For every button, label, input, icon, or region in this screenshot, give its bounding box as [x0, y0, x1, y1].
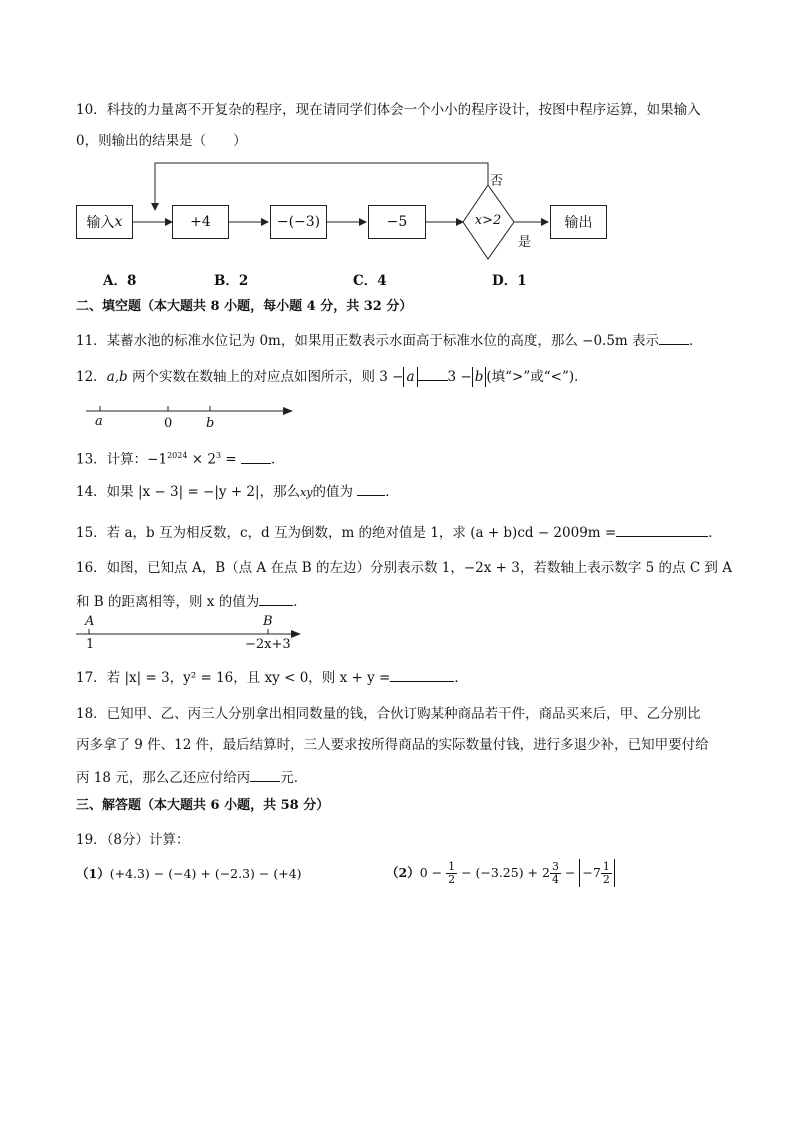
- question-16-line1: 16．如图，已知点 A，B（点 A 在点 B 的左边）分别表示数 1，−2x + 3，若数轴上表示数字 5 的点 C 到 A: [76, 560, 732, 576]
- question-12-vars: a,b: [106, 369, 128, 385]
- question-13-end: ．: [270, 451, 285, 468]
- fraction-seven-half: [601, 861, 612, 886]
- question-12: [76, 366, 588, 387]
- axis-label-one: 1: [86, 637, 95, 652]
- question-11-end: ．: [689, 333, 703, 349]
- axis-label-expr: −2x+3: [245, 637, 291, 652]
- answer-blank-16[interactable]: [259, 591, 293, 606]
- question-16-end: ．: [293, 594, 307, 610]
- question-10-line2: 0，则输出的结果是（ ）: [76, 133, 247, 149]
- axis-label-A: A: [85, 614, 95, 629]
- answer-blank-17[interactable]: [390, 667, 454, 682]
- minus-five-box: −5: [368, 205, 426, 239]
- option-d: D．1: [492, 273, 527, 289]
- question-18-text: 丙 18 元，那么乙还应付给丙: [76, 770, 251, 786]
- question-14-var: xy: [300, 486, 313, 499]
- minus-neg-three-box: −(−3): [270, 205, 327, 239]
- flowchart-connectors: [0, 0, 794, 300]
- option-a: A．8: [103, 273, 137, 289]
- answer-blank-15[interactable]: [616, 522, 708, 537]
- question-13-equals: =: [221, 451, 241, 468]
- abs-b-var: b: [474, 369, 484, 385]
- fraction-2-denominator: 4: [551, 873, 559, 886]
- question-16-line2: [76, 591, 307, 612]
- part-2-text-c: −: [564, 865, 576, 880]
- question-18-line1: 18．已知甲、乙、丙三人分别拿出相同数量的钱，合伙订购某种商品若干件，商品买来后，甲、乙分别比: [76, 706, 701, 722]
- question-12-number: 12．: [76, 369, 107, 385]
- question-18-line3: [76, 767, 307, 788]
- question-12-end: (填“>”或“<”)．: [486, 369, 588, 385]
- part-2-text-d: −7: [582, 865, 601, 880]
- section-2-title: 二、填空题（本大题共 8 小题，每小题 4 分，共 32 分）: [76, 299, 413, 314]
- answer-blank-13[interactable]: [241, 449, 271, 464]
- question-17-end: ．: [454, 670, 468, 686]
- question-18-end: 元．: [280, 770, 308, 786]
- question-12-text-2: 3 −: [447, 369, 472, 385]
- input-box-label: 输入: [86, 215, 115, 231]
- question-19-part1: [76, 864, 302, 884]
- exponent-3: 3: [215, 451, 222, 460]
- plus-four-box: +4: [172, 205, 229, 239]
- question-19-title: 19．（8分）计算：: [76, 832, 190, 848]
- output-box: 输出: [550, 205, 607, 239]
- question-18-line2: 丙多拿了 9 件、12 件，最后结算时，三人要求按所得商品的实际数量付钱，进行多退少补，已知甲要付给: [76, 737, 709, 753]
- part-2-text-b: − (−3.25) + 2: [461, 865, 550, 880]
- question-17-text: 17．若 |x| = 3，y² = 16，且 xy < 0，则 x + y =: [76, 670, 391, 686]
- question-17: [76, 667, 468, 688]
- question-13-times: × 2: [187, 451, 216, 468]
- input-box-var: x: [114, 214, 123, 230]
- question-11: [76, 330, 703, 351]
- fraction-one-half: [446, 861, 457, 886]
- question-10-line1: 10．科技的力量离不开复杂的程序，现在请同学们体会一个小小的程序设计，按图中程序运算，如果输入: [76, 102, 701, 118]
- question-13: [76, 446, 284, 470]
- fraction-3-numerator: 1: [602, 860, 610, 873]
- fraction-2-numerator: 3: [551, 860, 559, 873]
- question-14-text: 14．如果 |x − 3| = −|y + 2|，那么: [76, 484, 301, 500]
- abs-neg-seven-half: [579, 859, 614, 887]
- part-1-expression: (+4.3) − (−4) + (−2.3) − (+4): [109, 866, 302, 881]
- question-14-end: ．: [385, 484, 399, 500]
- question-14: [76, 481, 399, 503]
- condition-label: x>2: [474, 213, 502, 228]
- part-1-label: （1）: [76, 866, 110, 881]
- question-15: [76, 522, 722, 543]
- abs-a-var: a: [406, 369, 415, 385]
- part-2-label: （2）: [386, 865, 420, 880]
- exponent-2024: 2024: [167, 451, 188, 460]
- question-12-text: 两个实数在数轴上的对应点如图所示，则 3 −: [127, 369, 404, 385]
- question-11-text: 11．某蓄水池的标准水位记为 0m，如果用正数表示水面高于标准水位的高度，那么 −0.5m 表示: [76, 333, 660, 349]
- question-13-text: 13．计算：−1: [76, 451, 168, 468]
- section-3-title: 三、解答题（本大题共 6 小题，共 58 分）: [76, 798, 330, 813]
- number-line-12: [0, 395, 320, 435]
- axis-label-b: b: [206, 416, 215, 431]
- question-15-end: ．: [708, 525, 722, 541]
- abs-b: [472, 367, 487, 387]
- question-14-text-2: 的值为: [312, 484, 353, 500]
- input-box: [76, 205, 133, 239]
- answer-blank-18[interactable]: [250, 767, 280, 782]
- fraction-3-denominator: 2: [602, 873, 610, 886]
- part-2-text-a: 0 −: [419, 865, 443, 880]
- question-19-part2: [386, 858, 615, 888]
- option-b: B．2: [214, 273, 249, 289]
- fraction-three-quarters: [550, 861, 561, 886]
- yes-label: 是: [518, 235, 532, 250]
- answer-blank-14[interactable]: [357, 481, 385, 496]
- answer-blank-11[interactable]: [659, 330, 689, 345]
- option-c: C．4: [353, 273, 387, 289]
- question-16-text: 和 B 的距离相等，则 x 的值为: [76, 594, 260, 610]
- fraction-1-denominator: 2: [448, 873, 456, 886]
- abs-a: [403, 367, 417, 387]
- answer-blank-12[interactable]: [418, 366, 448, 381]
- axis-label-B: B: [263, 614, 273, 629]
- axis-label-a: a: [95, 414, 103, 429]
- axis-label-zero: 0: [164, 416, 173, 431]
- fraction-1-numerator: 1: [448, 860, 456, 873]
- no-label: 否: [490, 174, 504, 189]
- question-15-text: 15．若 a，b 互为相反数，c，d 互为倒数，m 的绝对值是 1，求 (a + b)cd − 2009m =: [76, 525, 617, 541]
